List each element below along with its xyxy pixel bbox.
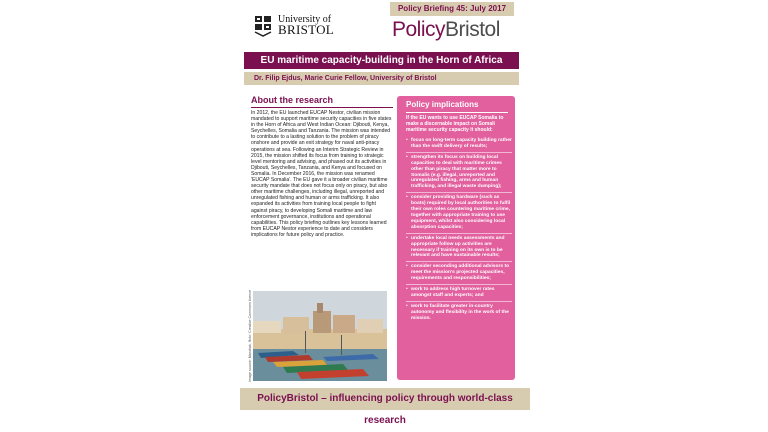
about-divider [251, 107, 393, 108]
document-title: EU maritime capacity-building in the Horn of Africa [244, 52, 519, 69]
university-name-line1: University of [278, 14, 332, 25]
policybristol-wordmark [392, 18, 500, 42]
brand-word-policy: Policy [392, 18, 446, 41]
harbor-photo [253, 291, 387, 381]
university-name [278, 15, 334, 35]
implications-heading: Policy implications [406, 100, 479, 109]
implication-item: • consider seconding additional advisors to meet the mission's projected capacities, requirements and responsibilities; [406, 264, 512, 285]
university-name-line2: BRISTOL [278, 22, 335, 37]
implications-list [406, 138, 512, 326]
implications-intro: If the EU wants to use EUCAP Somalia to make a discernable impact on Somali maritime security capacity it should: [406, 115, 504, 133]
photo-credit [242, 290, 250, 382]
implication-item: • focus on long-term capacity building rather than the swift delivery of results; [406, 138, 512, 153]
about-heading: About the research [251, 95, 334, 105]
implication-item: • work to facilitate greater in-country autonomy and flexibility in the work of the mission. [406, 304, 512, 324]
footer-tagline: PolicyBristol – influencing policy through world-class research [240, 388, 530, 410]
implication-item: • strengthen its focus on building local capacities to deal with maritime crimes other than piracy that matter more to Somalis (e.g. illegal, unreported and unregulated fishing, arms and human trafficking, and illegal waste dumping); [406, 155, 512, 193]
policy-briefing-page [240, 0, 530, 426]
university-logo [254, 14, 334, 42]
policy-implications-panel [397, 96, 515, 380]
photo-credit-text: Image source: Mandrak, flickr: Creative Commons licence [248, 289, 252, 382]
authors-line: Dr. Filip Ejdus, Marie Curie Fellow, University of Bristol [244, 72, 519, 85]
implications-divider [406, 112, 508, 113]
briefing-number-tag: Policy Briefing 45: July 2017 [390, 2, 514, 16]
university-crest-icon [254, 14, 274, 38]
implication-item: • consider providing hardware (such as boats) required by local authorities to fulfil their own roles countering maritime crime, together with appropriate training to use equipment, whilst also considering local absorption capacities; [406, 195, 512, 233]
implication-item: • undertake local needs assessments and appropriate follow up activities are necessary if training on its own is to be relevant and have sustainable results; [406, 236, 512, 263]
brand-word-bristol: Bristol [445, 18, 500, 41]
implication-item: • work to address high turnover rates amongst staff and experts; and [406, 287, 512, 302]
about-body-text: In 2012, the EU launched EUCAP Nestor, civilian mission mandated to support maritime security capacities in five states in the Horn of Africa and West Indian Ocean: Djibouti, Kenya, Seychelles, Somalia and Tanzania. The mission was intended to contribute to a lasting solution to the problem of piracy onshore and provide an exit strategy for naval anti-piracy operations at sea. Following an Interim Strategic Review in 2015, the mission shifted its focus from training to strategic level mentoring and advising, and phased out its activities in Djibouti, Seychelles, Tanzania, and Kenya and focused on Somalia. In December 2016, the mission was renamed 'EUCAP Somalia'. The EU gave it a broader civilian maritime security mandate that does not focus only on piracy, but also other maritime challenges, including illegal, unreported and unregulated fishing and human or arms trafficking. It also expanded its activities from training local people to fight against piracy, to developing Somali maritime and law enforcement governance, institutions and operational capabilities. This policy briefing outlines key lessons learned from EUCAP Nestor experience to date and considers implications for future policy and practice. [251, 110, 392, 238]
